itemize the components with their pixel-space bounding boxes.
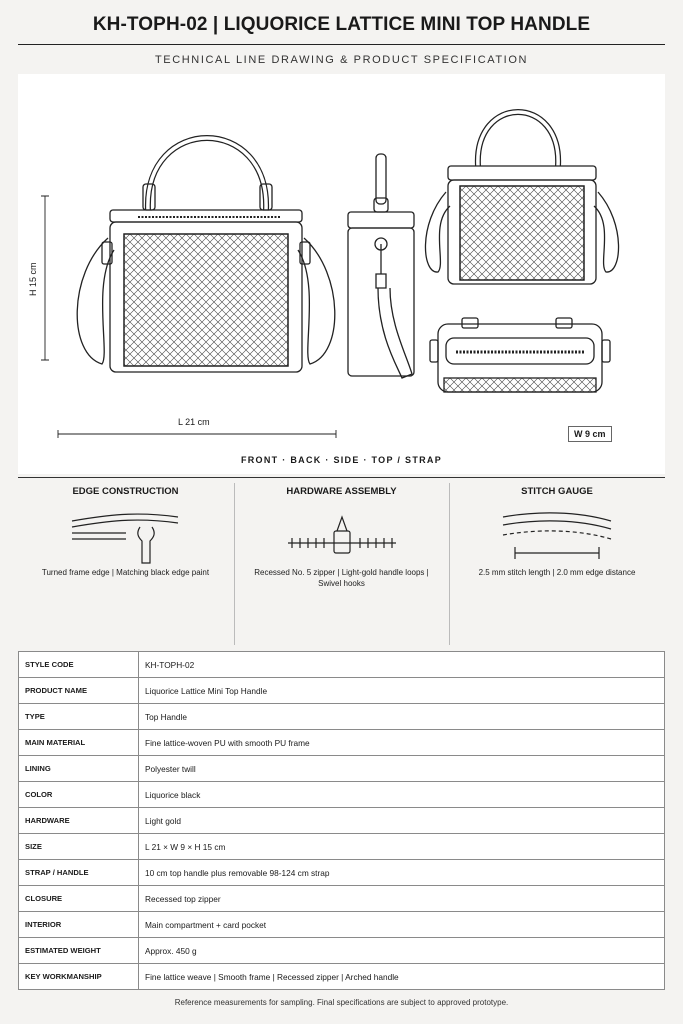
- detail-description: 2.5 mm stitch length | 2.0 mm edge distance: [478, 568, 636, 577]
- table-row: [19, 782, 665, 808]
- table-row: [19, 808, 665, 834]
- detail-title: STITCH GAUGE: [521, 486, 593, 497]
- spec-key: LINING: [19, 756, 139, 782]
- detail-description: Turned frame edge | Matching black edge paint: [41, 568, 210, 577]
- length-dimension-label: L 21 cm: [178, 417, 210, 427]
- spec-key: TYPE: [19, 704, 139, 730]
- spec-key: SIZE: [19, 834, 139, 860]
- spec-key: CLOSURE: [19, 886, 139, 912]
- spec-key: ESTIMATED WEIGHT: [19, 938, 139, 964]
- table-row: [19, 886, 665, 912]
- detail-title: EDGE CONSTRUCTION: [72, 486, 179, 497]
- spec-key: HARDWARE: [19, 808, 139, 834]
- spec-value: Top Handle: [139, 704, 665, 730]
- page-subtitle: TECHNICAL LINE DRAWING & PRODUCT SPECIFICATION: [154, 54, 529, 66]
- edge-construction-icon: [66, 507, 186, 567]
- bag-line-drawings: [18, 74, 665, 474]
- views-caption: FRONT · BACK · SIDE · TOP / STRAP: [240, 455, 443, 465]
- specification-table: [18, 651, 665, 990]
- table-row: [19, 938, 665, 964]
- spec-value: Liquorice Lattice Mini Top Handle: [139, 678, 665, 704]
- table-row: [19, 912, 665, 938]
- table-row: [19, 834, 665, 860]
- spec-value: Main compartment + card pocket: [139, 912, 665, 938]
- stitch-gauge-icon: [497, 507, 617, 567]
- spec-value: Light gold: [139, 808, 665, 834]
- side-view-drawing: [348, 154, 414, 378]
- table-row: [19, 652, 665, 678]
- table-row: [19, 756, 665, 782]
- table-row: [19, 964, 665, 990]
- spec-key: STYLE CODE: [19, 652, 139, 678]
- back-view-drawing: [425, 112, 618, 284]
- spec-value: L 21 × W 9 × H 15 cm: [139, 834, 665, 860]
- spec-value: KH-TOPH-02: [139, 652, 665, 678]
- detail-hardware-assembly: [234, 482, 449, 644]
- table-row: [19, 730, 665, 756]
- spec-value: Fine lattice weave | Smooth frame | Recessed zipper | Arched handle: [139, 964, 665, 990]
- spec-value: Recessed top zipper: [139, 886, 665, 912]
- table-row: [19, 860, 665, 886]
- spec-value: Polyester twill: [139, 756, 665, 782]
- front-view-drawing: [77, 138, 335, 372]
- spec-key: PRODUCT NAME: [19, 678, 139, 704]
- top-view-drawing: [430, 318, 610, 392]
- technical-drawing-panel: [18, 74, 665, 474]
- width-dimension-label: W 9 cm: [568, 426, 612, 442]
- page-title: KH-TOPH-02 | LIQUORICE LATTICE MINI TOP HANDLE: [92, 14, 591, 35]
- detail-stitch-gauge: [449, 482, 665, 644]
- spec-key: KEY WORKMANSHIP: [19, 964, 139, 990]
- spec-key: MAIN MATERIAL: [19, 730, 139, 756]
- table-row: [19, 678, 665, 704]
- spec-key: COLOR: [19, 782, 139, 808]
- spec-key: STRAP / HANDLE: [19, 860, 139, 886]
- spec-value: Approx. 450 g: [139, 938, 665, 964]
- spec-key: INTERIOR: [19, 912, 139, 938]
- footer-note: Reference measurements for sampling. Final specifications are subject to approved prototype.: [174, 998, 509, 1007]
- spec-value: 10 cm top handle plus removable 98-124 cm strap: [139, 860, 665, 886]
- title-divider: [18, 44, 665, 45]
- spec-value: Fine lattice-woven PU with smooth PU frame: [139, 730, 665, 756]
- hardware-assembly-icon: [282, 507, 402, 567]
- detail-title: HARDWARE ASSEMBLY: [286, 486, 397, 497]
- spec-value: Liquorice black: [139, 782, 665, 808]
- detail-edge-construction: [18, 482, 233, 644]
- table-row: [19, 704, 665, 730]
- height-dimension-label: H 15 cm: [28, 262, 38, 296]
- section-divider: [18, 477, 665, 478]
- detail-description: Recessed No. 5 zipper | Light-gold handle loops | Swivel hooks: [254, 568, 429, 588]
